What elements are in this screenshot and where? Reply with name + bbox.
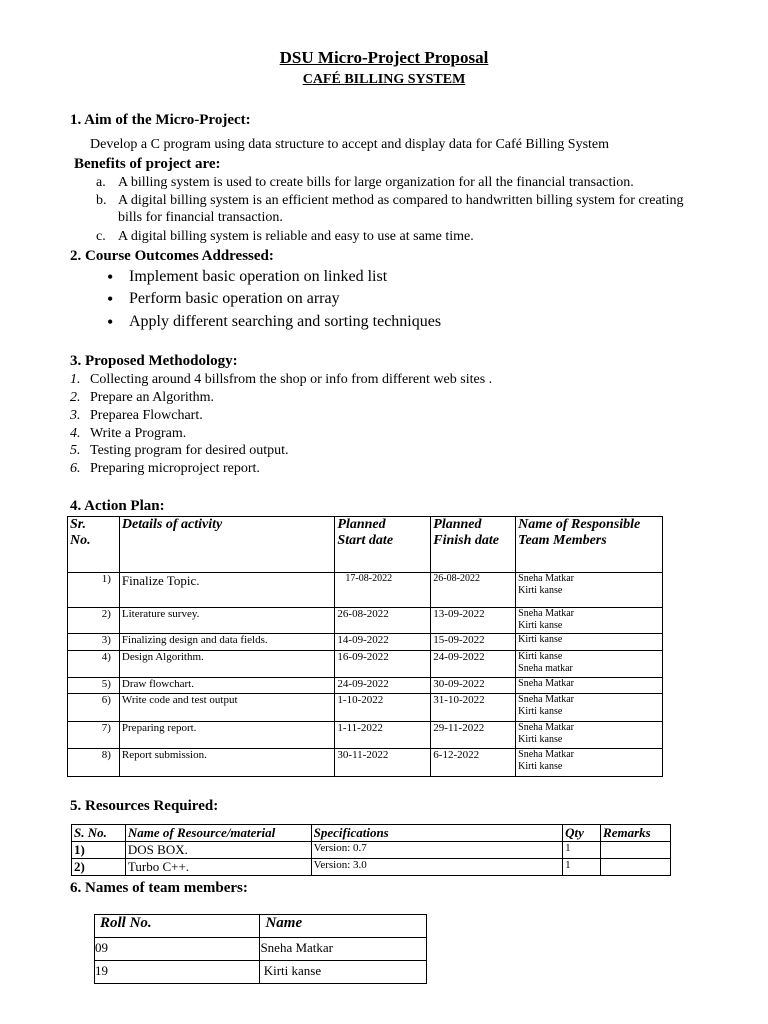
- activity-cell: Finalize Topic.: [119, 573, 335, 608]
- section4-heading: 4. Action Plan:: [70, 498, 165, 514]
- resources-header-row: [72, 825, 671, 842]
- table-row: [72, 842, 671, 859]
- table-row: [68, 678, 663, 694]
- members-cell: Sneha Matkar Kirti kanse: [516, 722, 663, 749]
- finish-date-cell: 26-08-2022: [431, 573, 516, 608]
- activity-cell: Literature survey.: [119, 608, 335, 634]
- table-row: [72, 859, 671, 876]
- header-planned-finish: Planned Finish date: [431, 517, 516, 573]
- start-date-cell: 30-11-2022: [335, 749, 431, 777]
- header-details: Details of activity: [119, 517, 335, 573]
- step-number: 5.: [70, 443, 81, 458]
- header-roll-no: Roll No.: [95, 915, 260, 938]
- table-row: [68, 651, 663, 678]
- benefit-marker: b.: [96, 193, 107, 208]
- s-no-cell: 2): [72, 859, 126, 876]
- activity-cell: Draw flowchart.: [119, 678, 335, 694]
- section3-heading: 3. Proposed Methodology:: [70, 353, 238, 369]
- benefit-item: A digital billing system is an efficient method as compared to handwritten billing system for creating: [118, 193, 684, 208]
- outcome-item: • Apply different searching and sorting techniques: [129, 313, 441, 331]
- remarks-cell: [601, 842, 671, 859]
- header-sr-no: Sr. No.: [68, 517, 120, 573]
- methodology-step: Write a Program.: [90, 426, 187, 441]
- benefit-item-continued: bills for financial transaction.: [118, 210, 283, 225]
- sr-cell: 1): [68, 573, 120, 608]
- methodology-step: Prepare an Algorithm.: [90, 390, 215, 405]
- document-subtitle: CAFÉ BILLING SYSTEM: [302, 72, 466, 87]
- finish-date-cell: 13-09-2022: [431, 608, 516, 634]
- member-name-cell: Kirti kanse: [260, 961, 427, 984]
- benefit-marker: c.: [96, 229, 106, 244]
- members-cell: Sneha Matkar Kirti kanse: [516, 573, 663, 608]
- section1-heading: 1. Aim of the Micro-Project:: [70, 112, 251, 128]
- step-number: 1.: [70, 372, 81, 387]
- aim-text: Develop a C program using data structure to accept and display data for Café Billing System: [90, 137, 610, 152]
- members-cell: Kirti kanse: [516, 634, 663, 651]
- section6-heading: 6. Names of team members:: [70, 880, 248, 896]
- finish-date-cell: 31-10-2022: [431, 694, 516, 722]
- s-no-cell: 1): [72, 842, 126, 859]
- team-header-row: [95, 915, 427, 938]
- section2-heading: 2. Course Outcomes Addressed:: [70, 248, 274, 264]
- start-date-cell: 26-08-2022: [335, 608, 431, 634]
- activity-cell: Write code and test output: [119, 694, 335, 722]
- qty-cell: 1: [563, 842, 601, 859]
- start-date-cell: 1-11-2022: [335, 722, 431, 749]
- resource-name-cell: Turbo C++.: [125, 859, 311, 876]
- members-cell: Sneha Matkar Kirti kanse: [516, 749, 663, 777]
- resources-table: [71, 824, 671, 876]
- header-name: Name: [260, 915, 427, 938]
- benefits-heading: Benefits of project are:: [74, 156, 221, 172]
- members-cell: Sneha Matkar: [516, 678, 663, 694]
- step-number: 3.: [70, 408, 81, 423]
- section5-heading: 5. Resources Required:: [70, 798, 219, 814]
- outcome-item: • Perform basic operation on array: [129, 290, 340, 308]
- finish-date-cell: 6-12-2022: [431, 749, 516, 777]
- finish-date-cell: 30-09-2022: [431, 678, 516, 694]
- finish-date-cell: 24-09-2022: [431, 651, 516, 678]
- members-cell: Sneha Matkar Kirti kanse: [516, 608, 663, 634]
- methodology-step: Preparea Flowchart.: [90, 408, 203, 423]
- roll-no-cell: 09: [95, 938, 260, 961]
- table-row: [95, 961, 427, 984]
- remarks-cell: [601, 859, 671, 876]
- activity-cell: Finalizing design and data fields.: [119, 634, 335, 651]
- members-cell: Kirti kanse Sneha matkar: [516, 651, 663, 678]
- members-cell: Sneha Matkar Kirti kanse: [516, 694, 663, 722]
- specification-cell: Version: 3.0: [311, 859, 562, 876]
- table-row: [68, 749, 663, 777]
- sr-cell: 7): [68, 722, 120, 749]
- header-specifications: Specifications: [311, 825, 562, 842]
- activity-cell: Preparing report.: [119, 722, 335, 749]
- start-date-cell: 16-09-2022: [335, 651, 431, 678]
- header-planned-start: Planned Start date: [335, 517, 431, 573]
- finish-date-cell: 29-11-2022: [431, 722, 516, 749]
- table-row: [68, 608, 663, 634]
- sr-cell: 6): [68, 694, 120, 722]
- start-date-cell: 1-10-2022: [335, 694, 431, 722]
- table-row: [68, 573, 663, 608]
- methodology-step: Preparing microproject report.: [90, 461, 260, 476]
- team-members-table: [94, 914, 427, 984]
- table-row: [68, 694, 663, 722]
- step-number: 6.: [70, 461, 81, 476]
- header-remarks: Remarks: [601, 825, 671, 842]
- member-name-cell: Sneha Matkar: [260, 938, 427, 961]
- benefit-item: A digital billing system is reliable and easy to use at same time.: [118, 229, 474, 244]
- table-row: [95, 938, 427, 961]
- sr-cell: 2): [68, 608, 120, 634]
- action-plan-header-row: [68, 517, 663, 573]
- start-date-cell: 14-09-2022: [335, 634, 431, 651]
- document-title: DSU Micro-Project Proposal: [279, 48, 489, 67]
- benefit-item: A billing system is used to create bills for large organization for all the financial transaction.: [118, 175, 634, 190]
- specification-cell: Version: 0.7: [311, 842, 562, 859]
- step-number: 4.: [70, 426, 81, 441]
- finish-date-cell: 15-09-2022: [431, 634, 516, 651]
- start-date-cell: 24-09-2022: [335, 678, 431, 694]
- table-row: [68, 634, 663, 651]
- header-qty: Qty: [563, 825, 601, 842]
- sr-cell: 3): [68, 634, 120, 651]
- benefit-marker: a.: [96, 175, 106, 190]
- start-date-cell: 17-08-2022: [335, 573, 431, 608]
- methodology-step: Collecting around 4 billsfrom the shop or info from different web sites .: [90, 372, 493, 387]
- sr-cell: 4): [68, 651, 120, 678]
- outcome-item: • Implement basic operation on linked list: [129, 268, 387, 286]
- roll-no-cell: 19: [95, 961, 260, 984]
- header-resource-name: Name of Resource/material: [125, 825, 311, 842]
- methodology-step: Testing program for desired output.: [90, 443, 289, 458]
- resource-name-cell: DOS BOX.: [125, 842, 311, 859]
- step-number: 2.: [70, 390, 81, 405]
- activity-cell: Report submission.: [119, 749, 335, 777]
- header-s-no: S. No.: [72, 825, 126, 842]
- activity-cell: Design Algorithm.: [119, 651, 335, 678]
- header-responsible: Name of Responsible Team Members: [516, 517, 663, 573]
- sr-cell: 5): [68, 678, 120, 694]
- sr-cell: 8): [68, 749, 120, 777]
- action-plan-table: [67, 516, 663, 777]
- table-row: [68, 722, 663, 749]
- qty-cell: 1: [563, 859, 601, 876]
